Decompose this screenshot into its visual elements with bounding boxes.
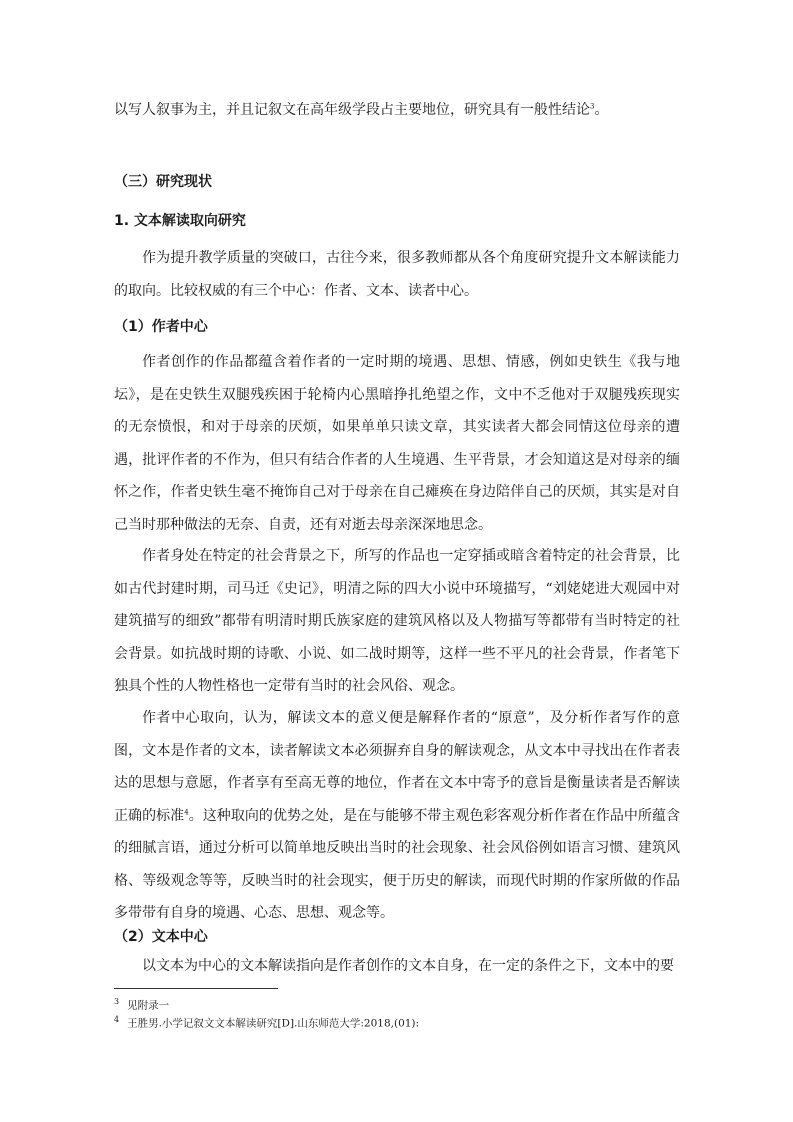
paragraph-author-orientation: 作者中心取向，认为，解读文本的意义便是解释作者的“原意”，及分析作者写作的意图，文本是作者的文本，读者解读文本必须摒弃自身的解读观念，从文本中寻找出在作者表达的思想与意愿，作者享有至高无尊的地位，作者在文本中寄予的意旨是衡量读者是否解读正确的标准$^4$。这种取向的优势之处，是在与能够不带主观色彩客观分析作者在作品中所蕴含的细腻言语，通过分析可以简单地反映出当时的社会现象、社会风俗例如语言习惯、建筑风格、等级观念等等，反映当时的社会现实，便于历史的解读，而现代时期的作家所做的作品多带带有自身的境遇、心态、思想、观念等。 xyxy=(114,710,681,921)
heading-author-center: （1）作者中心 xyxy=(114,319,208,335)
footnote-3: $^3$ 见附录一 xyxy=(114,997,170,1012)
footnote-ref-4[interactable]: 4 xyxy=(184,807,189,816)
footnote-divider xyxy=(114,988,278,989)
paragraph-text-center: 以文本为中心的文本解读指向是作者创作的文本自身，在一定的条件之下，文本中的要 xyxy=(142,958,674,974)
subsection-title: 1. 文本解读取向研究 xyxy=(114,213,246,229)
paragraph-author-works: 作者创作的作品都蕴含着作者的一定时期的境遇、思想、情感，例如史铁生《我与地坛》，是在史铁生双腿残疾困于轮椅内心黑暗挣扎绝望之作，文中不乏他对于双腿残疾现实的无奈愤恨，和对于母亲的厌烦，如果单单只读文章，其实读者大都会同情这位母亲的遭遇，批评作者的不作为，但只有结合作者的人生境遇、生平背景，才会知道这是对母亲的缅怀之作，作者史铁生毫不掩饰自己对于母亲在自己瘫痪在身边陪伴自己的厌烦，其实是对自己当时那种做法的无奈、自责，还有对逝去母亲深深地思念。 xyxy=(114,354,680,533)
heading-text-center: （2）文本中心 xyxy=(114,929,208,945)
section-title: （三）研究现状 xyxy=(114,174,212,190)
paragraph-orientation: 作为提升教学质量的突破口，古往今来，很多教师都从各个角度研究提升文本解读能力的取向。比较权威的有三个中心：作者、文本、读者中心。 xyxy=(114,250,680,299)
paragraph-intro: 以写人叙事为主，并且记叙文在高年级学段占主要地位，研究具有一般性结论$^3$。 xyxy=(114,102,609,118)
paragraph-social-background: 作者身处在特定的社会背景之下，所写的作品也一定穿插或暗含着特定的社会背景，比如古代封建时期，司马迁《史记》，明清之际的四大小说中环境描写，“刘姥姥进大观园中对建筑描写的细致”都带有明清时期氏族家庭的建筑风格以及人物描写等都带有当时特定的社会背景。如抗战时期的诗歌、小说、如二战时期等，这样一些不平凡的社会背景，作者笔下独具个性的人物性格也一定带有当时的社会风俗、观念。 xyxy=(114,548,680,694)
footnote-ref-3[interactable]: 3 xyxy=(590,102,595,111)
footnote-4: $^4$ 王胜男.小学记叙文文本解读研究[D].山东师范大学:2018,(01): xyxy=(114,1015,420,1030)
